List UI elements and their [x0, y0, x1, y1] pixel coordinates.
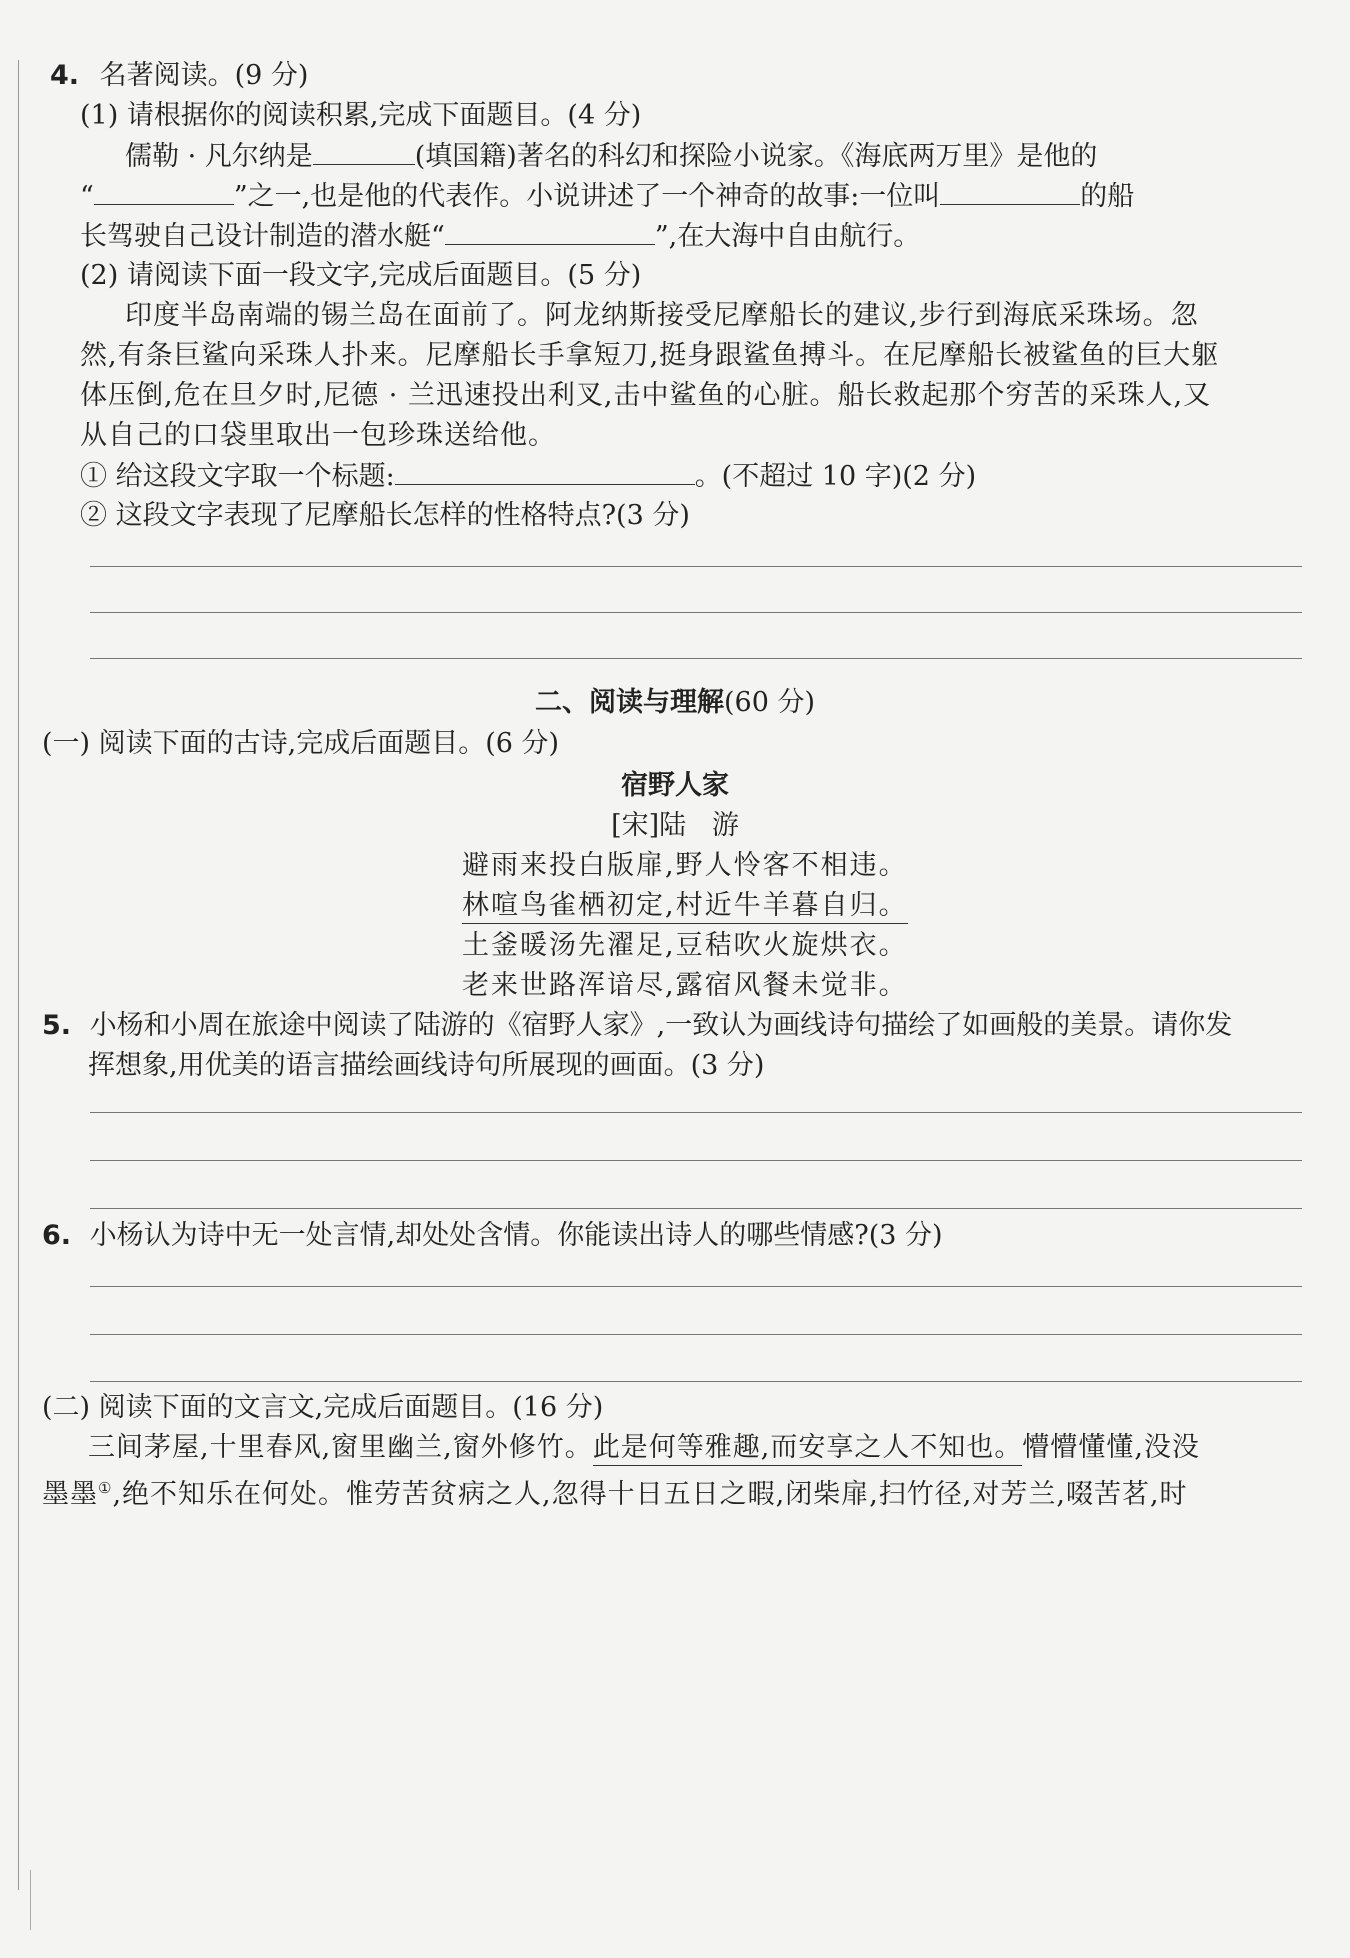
passage-line: 印度半岛南端的锡兰岛在面前了。阿龙纳斯接受尼摩船长的建议,步行到海底采珠场。忽: [125, 300, 1199, 331]
poem-line-underlined: 林喧鸟雀栖初定,村近牛羊暮自归。: [462, 888, 908, 924]
q4-fill-line3: 长驾驶自己设计制造的潜水艇“ ”,在大海中自由航行。: [80, 218, 920, 255]
poem-title: 宿野人家: [621, 770, 729, 801]
margin-rule-lower: [30, 1870, 31, 1930]
captain-blank[interactable]: [940, 178, 1080, 205]
poem-author: [宋]陆 游: [611, 810, 739, 841]
q6-line: 6. 小杨认为诗中无一处言情,却处处含情。你能读出诗人的哪些情感?(3 分): [42, 1220, 943, 1251]
poem-line: 土釜暖汤先濯足,豆秸吹火旋烘衣。: [462, 930, 908, 961]
q4-fill-line1: 儒勒 · 凡尔纳是 (填国籍)著名的科幻和探险小说家。《海底两万里》是他的: [125, 138, 1097, 175]
answer-line[interactable]: [90, 1112, 1302, 1113]
q5-line2: 挥想象,用优美的语言描绘画线诗句所展现的画面。(3 分): [88, 1050, 765, 1081]
answer-line[interactable]: [90, 1160, 1302, 1161]
part2-intro: (二) 阅读下面的文言文,完成后面题目。(16 分): [42, 1392, 604, 1423]
title-blank[interactable]: [395, 458, 695, 485]
answer-line[interactable]: [90, 612, 1302, 613]
series-blank[interactable]: [94, 178, 234, 205]
footnote-marker: ①: [98, 1479, 113, 1497]
answer-line[interactable]: [90, 1286, 1302, 1287]
poem-line: 避雨来投白版扉,野人怜客不相违。: [462, 850, 908, 881]
nationality-blank[interactable]: [313, 138, 415, 165]
q4-heading: 4. 名著阅读。(9 分): [50, 60, 309, 91]
section-title: 二、阅读与理解(60 分): [534, 687, 815, 718]
submarine-blank[interactable]: [445, 218, 655, 245]
answer-line[interactable]: [90, 1208, 1302, 1209]
q4-sub2: (2) 请阅读下面一段文字,完成后面题目。(5 分): [80, 260, 642, 291]
q4-item2: ② 这段文字表现了尼摩船长怎样的性格特点?(3 分): [80, 500, 690, 531]
q4-sub1: (1) 请根据你的阅读积累,完成下面题目。(4 分): [80, 100, 642, 131]
passage-line: 然,有条巨鲨向采珠人扑来。尼摩船长手拿短刀,挺身跟鲨鱼搏斗。在尼摩船长被鲨鱼的巨大躯: [80, 340, 1220, 371]
q4-item1: ① 给这段文字取一个标题: 。(不超过 10 字)(2 分): [80, 458, 976, 495]
answer-line[interactable]: [90, 658, 1302, 659]
answer-line[interactable]: [90, 1381, 1302, 1382]
answer-line[interactable]: [90, 566, 1302, 567]
passage-line: 体压倒,危在旦夕时,尼德 · 兰迅速投出利叉,击中鲨鱼的心脏。船长救起那个穷苦的采珠人,又: [80, 380, 1212, 411]
margin-rule: [18, 60, 19, 1890]
poem-line: 老来世路浑谙尽,露宿风餐未觉非。: [462, 970, 908, 1001]
part1-intro: (一) 阅读下面的古诗,完成后面题目。(6 分): [42, 728, 560, 759]
classical-line2: 墨墨①,绝不知乐在何处。惟劳苦贫病之人,忽得十日五日之暇,闭柴扉,扫竹径,对芳兰,啜苦茗,时: [42, 1479, 1188, 1510]
answer-line[interactable]: [90, 1334, 1302, 1335]
classical-line1: 三间茅屋,十里春风,窗里幽兰,窗外修竹。此是何等雅趣,而安享之人不知也。懵懵懂懂,没没: [88, 1430, 1200, 1466]
q4-fill-line2: “ ”之一,也是他的代表作。小说讲述了一个神奇的故事:一位叫 的船: [80, 178, 1134, 215]
passage-line: 从自己的口袋里取出一包珍珠送给他。: [80, 420, 556, 451]
q5-line1: 5. 小杨和小周在旅途中阅读了陆游的《宿野人家》,一致认为画线诗句描绘了如画般的美景。请你发: [42, 1010, 1233, 1041]
